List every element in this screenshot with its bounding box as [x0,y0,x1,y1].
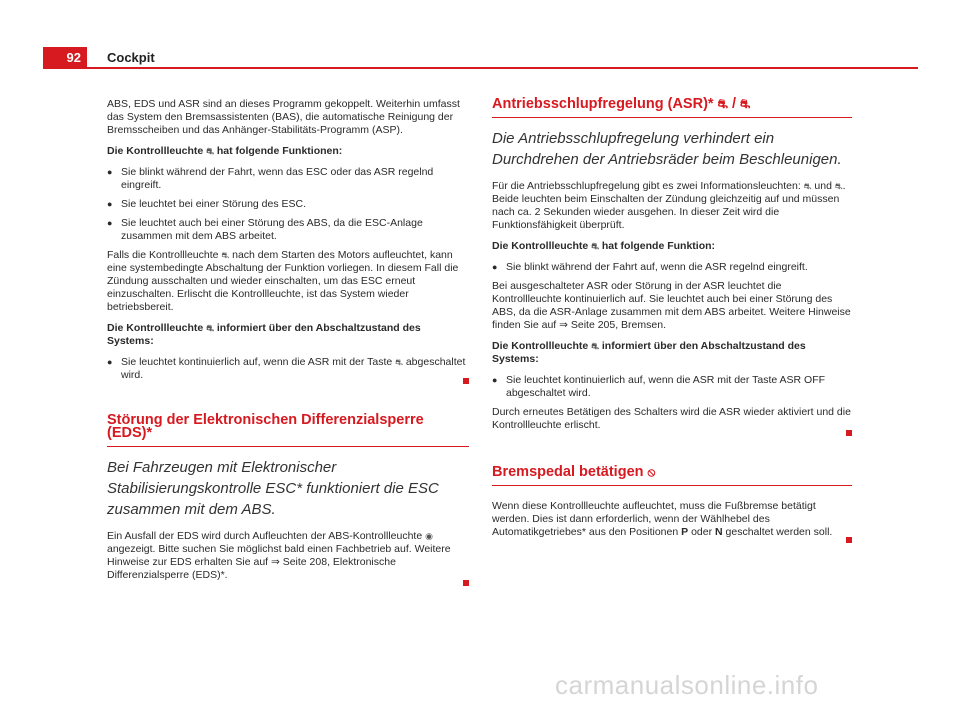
watermark: carmanualsonline.info [555,670,819,700]
list-item: ● Sie leuchtet bei einer Störung des ESC. [107,198,307,210]
skid-car-icon: ⛐ [221,250,230,260]
asr-heading: Antriebsschlupfregelung (ASR)* ⛐ / ⛐ [492,98,852,118]
skid-off-icon: ⛐ [206,323,214,333]
abs-icon: ◉ [425,531,433,541]
paragraph: Falls die Kontrollleuchte ⛐ nach dem Starten des Motors aufleuchtet, kann eine systembedingte Abschaltung der Funktion vorliegen. In diesem Fall die Zündung ausschalten und wieder einschalten, um das ESC erneut einzuschalten. Erlischt die Kontrollleuchte, ist das System wieder betriebsbereit. [107,249,459,313]
asr-lead: Die Antriebsschlupfregelung verhindert ein Durchdrehen der Antriebsräder beim Beschleunigen. [492,130,842,168]
skid-off-icon: ⛐ [740,97,751,111]
paragraph: Bei ausgeschalteter ASR oder Störung in der ASR leuchtet die Kontrollleuchte kontinuierlich auf. Sie leuchtet auch bei einer Störung des ABS, da die ASR-Anlage zusammen mit dem ABS arbeitet. Weitere Hinweise finden Sie auf ⇒ Seite 205, Bremsen. [492,280,851,331]
list-item: ● Sie blinkt während der Fahrt auf, wenn die ASR regelnd eingreift. [492,261,808,273]
list-item: ● Sie leuchtet auch bei einer Störung des ABS, da die ESC-Anlage zusammen mit dem ABS arbeitet. [107,217,423,242]
skid-car-icon: ⛐ [803,181,812,191]
paragraph: Wenn diese Kontrollleuchte aufleuchtet, muss die Fußbremse betätigt werden. Dies ist dann erforderlich, wenn der Wählhebel des Automatikgetriebes* aus den Positionen P oder N geschaltet werden soll. [492,500,833,538]
paragraph: ABS, EDS und ASR sind an dieses Programm gekoppelt. Weiterhin umfasst das System den Bremsassistenten (BAS), die automatische Reinigung der Bremsscheiben und das Anhänger-Stabilitäts-Programm (ASP). [107,98,460,136]
eds-lead: Bei Fahrzeugen mit Elektronischer Stabilisierungskontrolle ESC* funktioniert die ESC zusammen mit dem ABS. [107,459,439,518]
paragraph: Ein Ausfall der EDS wird durch Aufleuchten der ABS-Kontrollleuchte ◉ angezeigt. Bitte suchen Sie möglichst bald einen Fachbetrieb auf. Weitere Hinweise zur EDS erhalten Sie auf ⇒ Seite 208, Elektronische Differenzialsperre (EDS)*. [107,530,451,581]
subheading: Die Kontrollleuchte ⛐ informiert über den Abschaltzustand des Systems: [492,340,806,365]
left-column [107,98,469,586]
header-rule [43,67,918,69]
paragraph: Für die Antriebsschlupfregelung gibt es zwei Informationsleuchten: ⛐ und ⛐. Beide leuchten beim Einschalten der Zündung gleichzeitig auf und müssen nach ca. 2 Sekunden wieder ausgehen. In dieser Zeit wird die Funktionsfähigkeit überprüft. [492,180,846,231]
skid-off-icon: ⛐ [834,181,843,191]
brake-heading: Bremspedal betätigen ⦸ [492,466,852,486]
section-end-marker [463,580,469,586]
eds-heading: Störung der Elektronischen Differenzialsperre (EDS)* [107,414,469,447]
list-item: ● Sie leuchtet kontinuierlich auf, wenn die ASR mit der Taste ⛐ abgeschaltet wird. [107,356,466,381]
skid-car-icon: ⛐ [206,146,214,156]
page-number: 92 [43,47,87,68]
skid-car-icon: ⛐ [717,97,728,111]
skid-car-icon: ⛐ [591,241,599,251]
section-title: Cockpit [107,50,155,65]
subheading: Die Kontrollleuchte ⛐ hat folgende Funktionen: [107,145,343,157]
right-column [492,98,852,543]
skid-off-icon: ⛐ [395,357,403,367]
section-end-marker [846,537,852,543]
subheading: Die Kontrollleuchte ⛐ informiert über den Abschaltzustand des Systems: [107,322,421,347]
brake-pedal-icon: ⦸ [647,465,656,479]
subheading: Die Kontrollleuchte ⛐ hat folgende Funktion: [492,240,716,252]
paragraph: Durch erneutes Betätigen des Schalters wird die ASR wieder aktiviert und die Kontrollleuchte erlischt. [492,406,851,431]
list-item: ● Sie leuchtet kontinuierlich auf, wenn die ASR mit der Taste ASR OFF abgeschaltet wird. [492,374,826,399]
skid-off-icon: ⛐ [591,341,599,351]
list-item: ● Sie blinkt während der Fahrt, wenn das ESC oder das ASR regelnd eingreift. [107,166,434,191]
